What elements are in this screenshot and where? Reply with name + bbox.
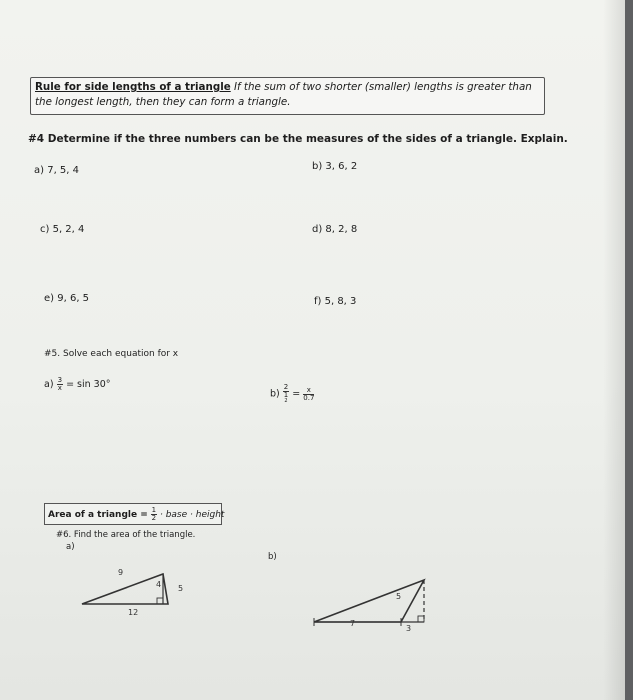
q5-a-numerator: 3: [57, 376, 63, 384]
area-formula-label: Area of a triangle =: [48, 510, 148, 520]
area-formula-fraction: [151, 507, 157, 522]
q5-b-numerator-right: x: [303, 387, 314, 395]
triangle-a-base-label: 12: [128, 608, 139, 617]
question-4-prompt: #4 Determine if the three numbers can be the measures of the sides of a triangle. Explain.: [28, 133, 568, 145]
q4-option-b: b) 3, 6, 2: [312, 161, 358, 172]
rule-text: If the sum of two shorter (smaller) lengths is greater than the longest length, then they can form a triangle.: [35, 81, 532, 108]
triangle-a-side-left-label: 9: [118, 568, 124, 577]
q5-b-denominator-left: 1: [283, 391, 289, 399]
q6-label-b: b): [268, 552, 277, 562]
q5-b-denominator-right: 0.7: [303, 393, 315, 402]
triangle-a-height-label: 4: [156, 580, 162, 589]
q5-a-denominator: x: [57, 384, 62, 392]
triangle-a-right-angle-mark: [157, 598, 163, 604]
area-formula-base-height: · base · height: [159, 510, 225, 520]
q6-label-a: a): [66, 542, 75, 552]
q4-option-c: c) 5, 2, 4: [40, 224, 85, 235]
q5-b-fraction-left: [283, 384, 289, 404]
q5-b-equals: =: [292, 388, 301, 400]
side-length-rule-box: [30, 77, 545, 115]
q5-equation-a: [44, 377, 111, 392]
triangle-b-figure: [306, 574, 436, 634]
triangle-a-side-right-label: 5: [178, 584, 184, 593]
triangle-b-right-angle-mark: [418, 616, 424, 622]
q5-equation-b: [270, 384, 314, 404]
triangle-b-hyp-label: 5: [396, 592, 402, 601]
q4-option-a: a) 7, 5, 4: [34, 165, 80, 176]
rule-title: Rule for side lengths of a triangle: [35, 81, 231, 93]
q5-a-fraction: [57, 377, 63, 392]
triangle-b-base-label: 7: [350, 619, 356, 628]
area-formula-numerator: 1: [151, 506, 157, 514]
q4-option-d: d) 8, 2, 8: [312, 224, 358, 235]
q5-b-label: b): [270, 388, 280, 400]
page-edge: [625, 0, 633, 700]
q5-a-rhs: = sin 30°: [66, 379, 111, 390]
question-5-prompt: #5. Solve each equation for x: [44, 349, 179, 359]
q5-a-label: a): [44, 379, 54, 390]
area-formula-denominator: 2: [151, 514, 157, 522]
triangle-b-ext-label: 3: [406, 624, 412, 633]
question-6-prompt: #6. Find the area of the triangle.: [56, 530, 196, 540]
triangle-b-outline: [314, 580, 424, 622]
triangle-a-outline: [82, 574, 168, 604]
area-formula-box: [44, 503, 225, 525]
q5-b-sub-denominator: 2: [284, 398, 288, 404]
q5-b-numerator-left: 2: [283, 383, 289, 391]
q4-option-f: f) 5, 8, 3: [314, 296, 357, 307]
q5-b-fraction-right: [303, 387, 314, 402]
q4-option-e: e) 9, 6, 5: [44, 293, 90, 304]
